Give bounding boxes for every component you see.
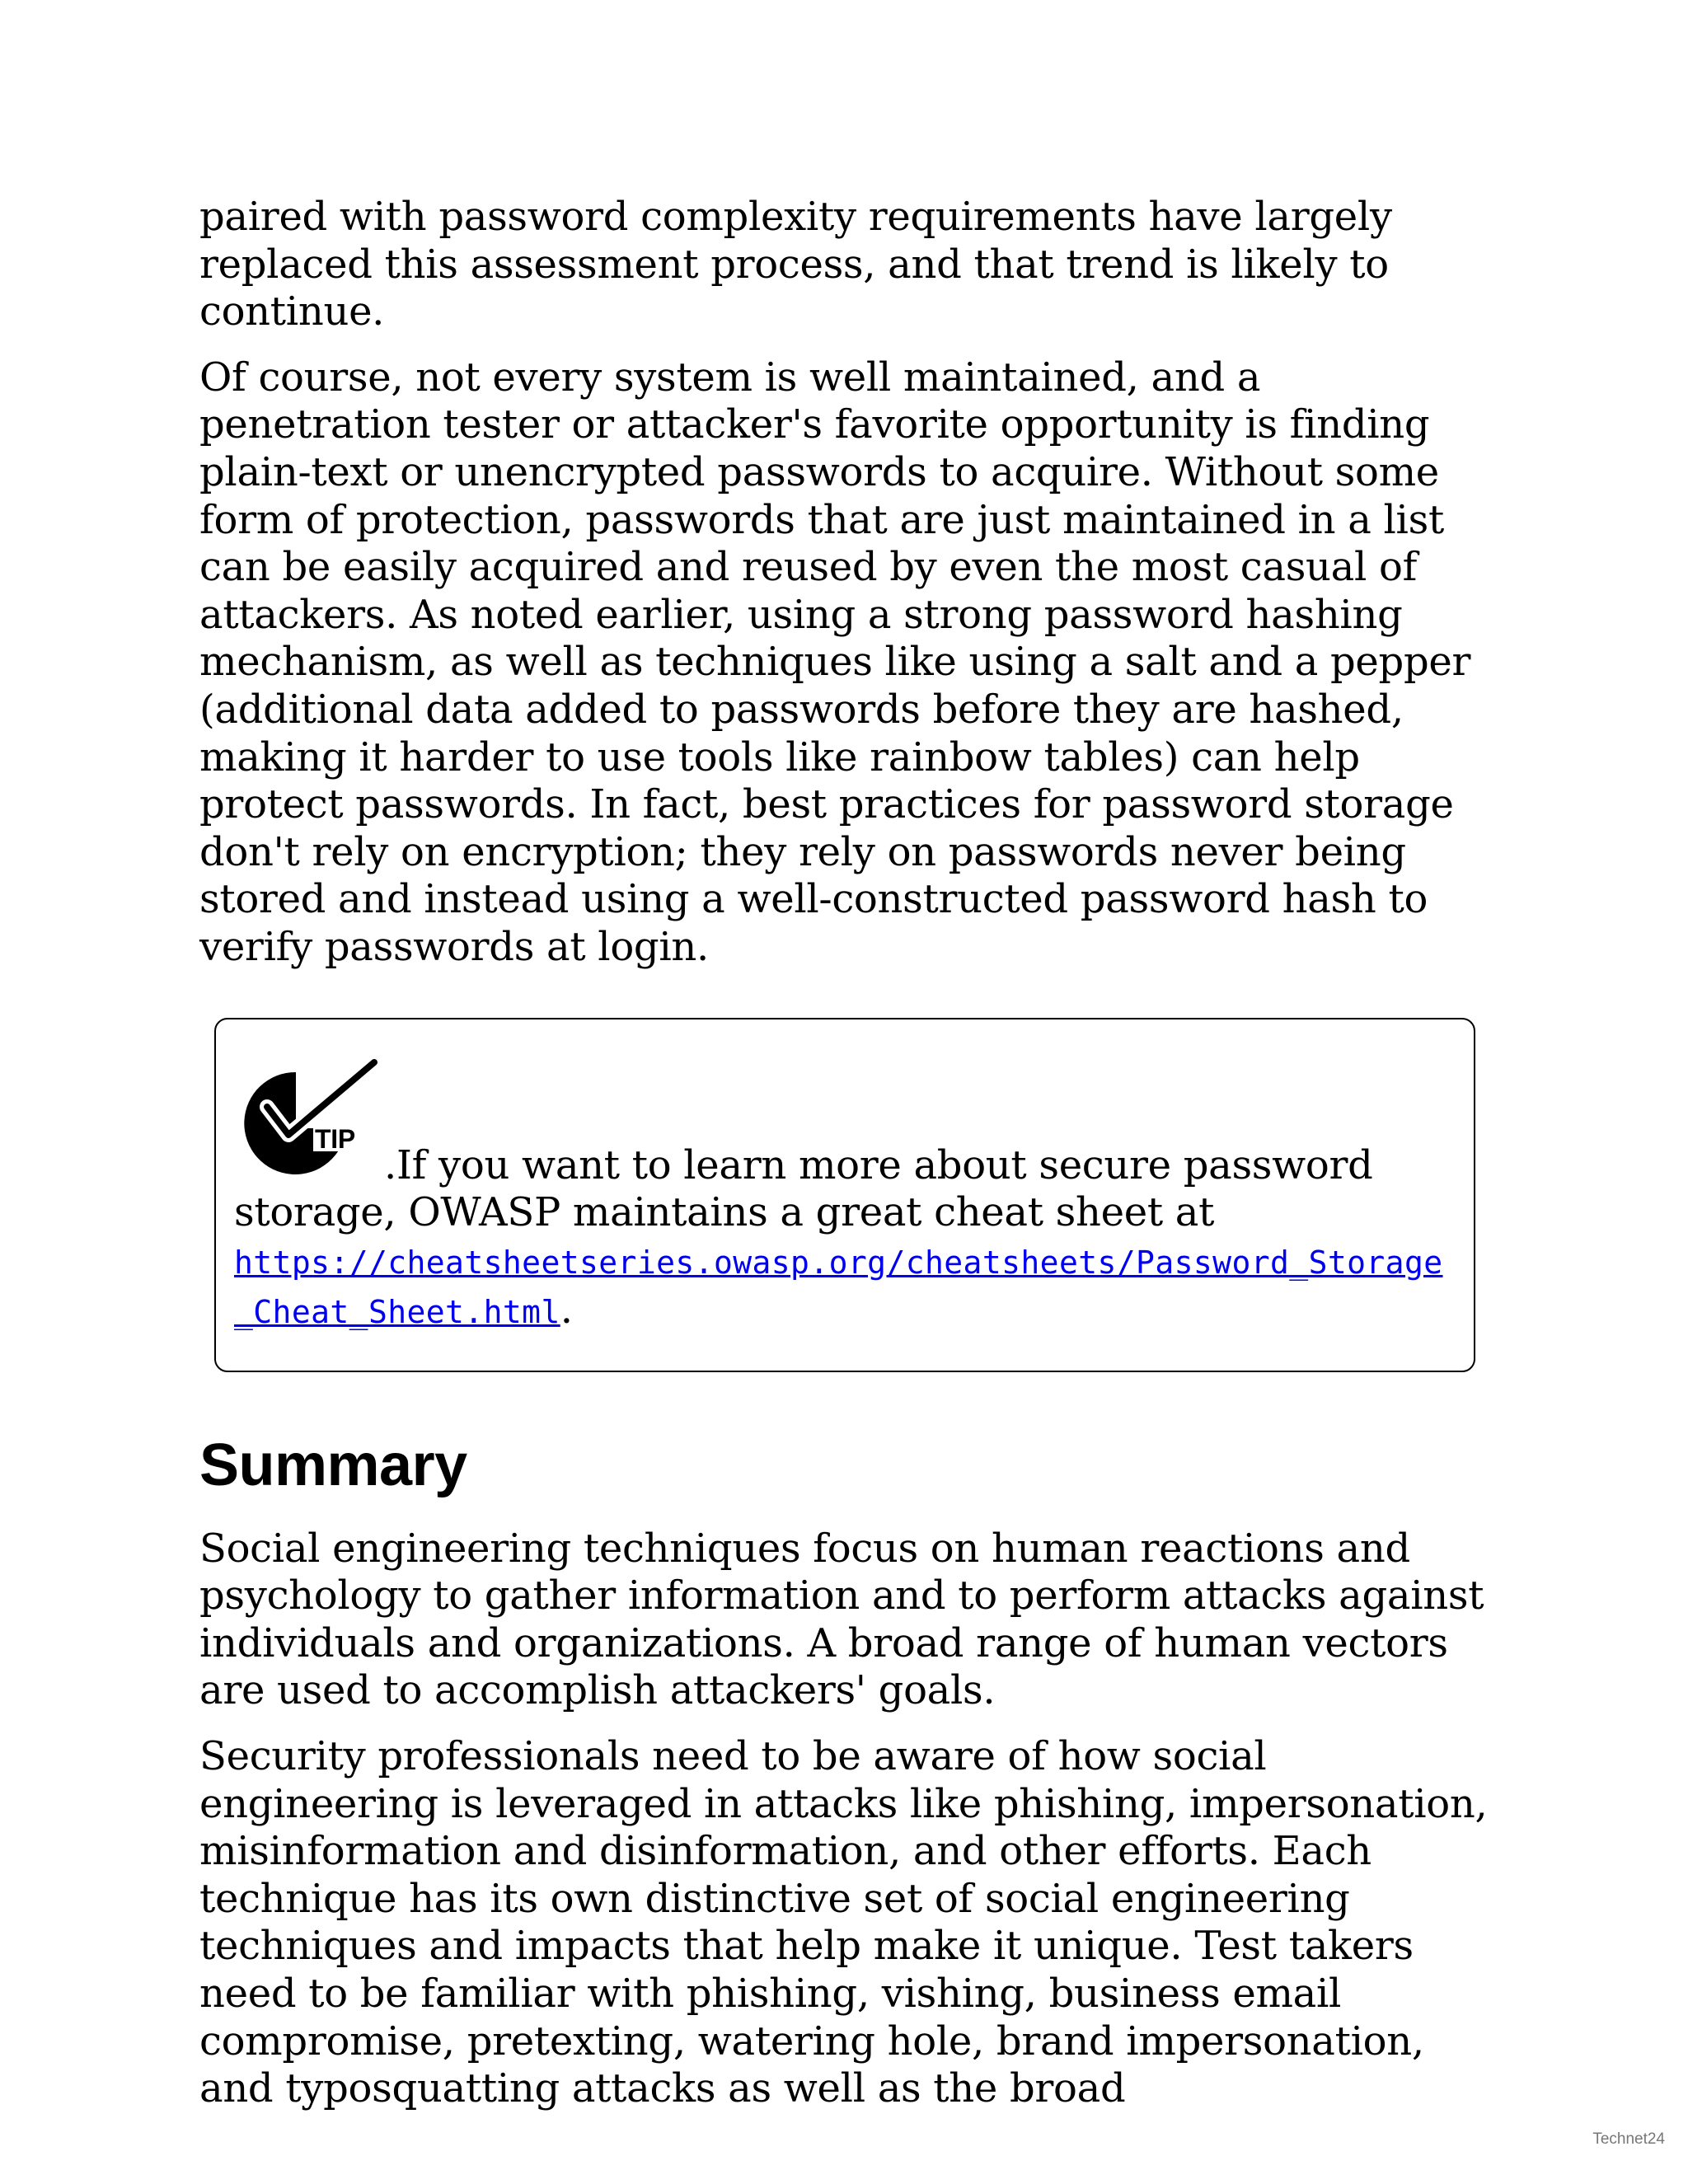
tip-lead-dot: . bbox=[384, 1141, 396, 1188]
page-content bbox=[199, 194, 1489, 2113]
section-heading-summary: Summary bbox=[199, 1432, 467, 1498]
body-paragraph: Of course, not every system is well maintained, and a penetration tester or attacker's favorite opportunity is finding plain-text or unencrypted passwords to acquire. Without some form of protection, passwords that are just maintained in a list can be easily acquired and reused by even the most casual of attackers. As noted earlier, using a strong password hashing mechanism, as well as techniques like using a salt and a pepper (additional data added to passwords before they are hashed, making it harder to use tools like rainbow tables) can help protect passwords. In fact, best practices for password storage don't rely on encryption; they rely on passwords never being stored and instead using a well-constructed password hash to verify passwords at login. bbox=[199, 354, 1471, 970]
tip-text: If you want to learn more about secure password storage, OWASP maintains a great cheat sheet at bbox=[234, 1141, 1373, 1236]
tip-callout bbox=[214, 1018, 1475, 1372]
summary-paragraph: Social engineering techniques focus on human reactions and psychology to gather information and to perform attacks against individuals and organizations. A broad range of human vectors are used to accomplish attackers' goals. bbox=[199, 1525, 1484, 1714]
watermark: Technet24 bbox=[1592, 2130, 1665, 2148]
tip-icon-label: TIP bbox=[315, 1123, 355, 1154]
body-paragraph: paired with password complexity requirements have largely replaced this assessment process, and that trend is likely to continue. bbox=[199, 194, 1392, 335]
summary-paragraph: Security professionals need to be aware of how social engineering is leveraged in attacks like phishing, impersonation, misinformation and disinformation, and other efforts. Each technique has its own distinctive set of social engineering techniques and impacts that help make it unique. Test takers need to be familiar with phishing, vishing, business email compromise, pretexting, watering hole, brand impersonation, and typosquatting attacks as well as the broad bbox=[199, 1733, 1488, 2112]
tip-trailing-period: . bbox=[560, 1286, 573, 1333]
owasp-cheat-sheet-link[interactable]: https://cheatsheetseries.owasp.org/cheatsheets/Password_Storage_Cheat_Sheet.html bbox=[234, 1244, 1443, 1330]
tip-checkmark-icon bbox=[234, 1059, 382, 1179]
tip-content bbox=[234, 1059, 1447, 1336]
